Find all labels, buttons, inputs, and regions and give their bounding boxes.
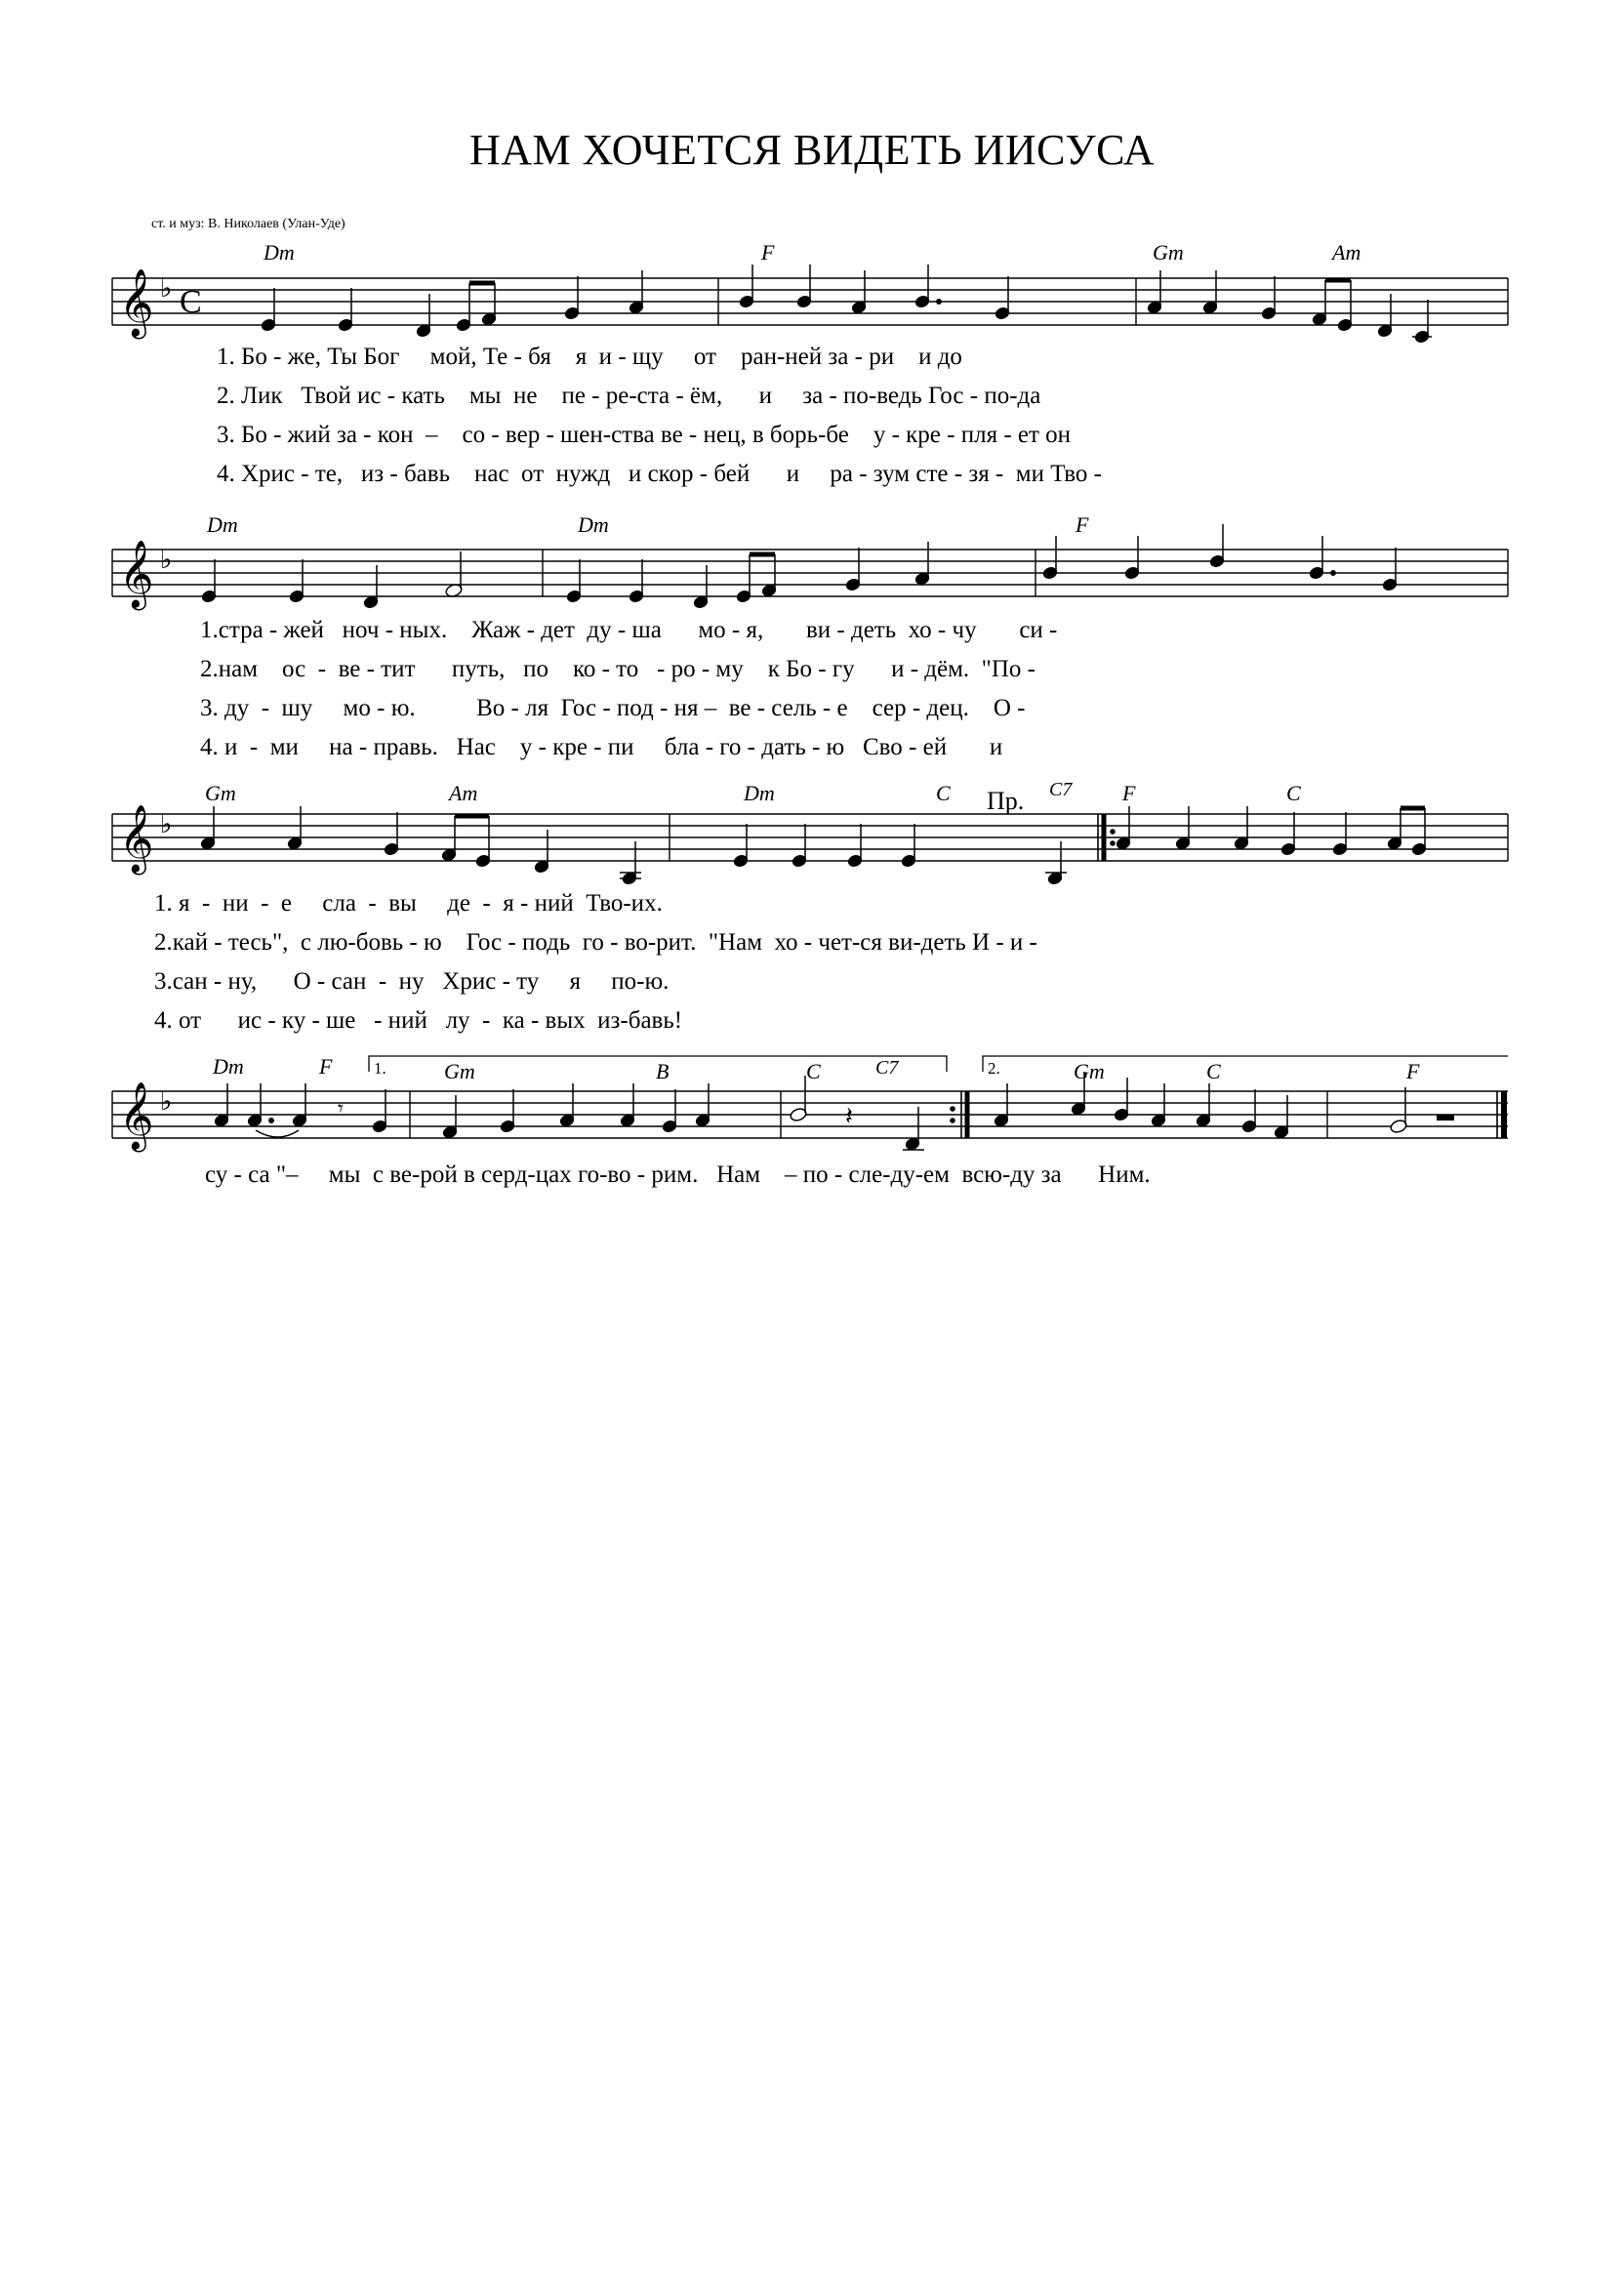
staff-lines [112, 814, 1508, 861]
flat-key-signature: ♭ [160, 274, 173, 303]
lyric-line: 4. от ис - ку - ше - ний лу - ка - вых из-бавь! [154, 1007, 683, 1034]
chord: Am [449, 781, 478, 805]
lyric-line: 4. и - ми на - правь. Нас у - кре - пи бла - го - дать - ю Сво - ей и [200, 734, 1003, 760]
chord: Gm [1153, 240, 1184, 265]
notes-staff-4 [214, 1072, 1454, 1151]
chord: Dm [744, 781, 775, 805]
lyric-line: 1.стра - жей ноч - ных. Жаж - дет ду - ша мо - я, ви - деть хо - чу си - [200, 617, 1058, 643]
lyric-line: су - са "– мы с ве-рой в серд-цах го-во - рим. Нам – по - сле-ду-ем всю-ду за Ним. [205, 1162, 1151, 1188]
svg-text:𝄾: 𝄾 [338, 1096, 344, 1121]
lyric-line: 4. Хрис - те, из - бавь нас от нужд и скор - бей и ра - зум сте - зя - ми Тво - [217, 461, 1102, 487]
treble-clef-icon: 𝄞 [119, 270, 154, 335]
chord: B [656, 1059, 670, 1083]
chord: Am [1332, 240, 1361, 265]
treble-clef-icon: 𝄞 [119, 806, 154, 871]
staff-lines [112, 278, 1508, 325]
notes-staff-3 [200, 806, 1427, 885]
chord: Gm [205, 781, 236, 805]
lyric-line: 1. я - ни - е сла - вы де - я - ний Тво-их. [154, 890, 663, 917]
chord: C7 [1049, 779, 1073, 800]
author-credit: ст. и муз: В. Николаев (Улан-Уде) [151, 217, 345, 231]
chord: Dm [264, 240, 295, 265]
repeat-end-dots [950, 1106, 955, 1123]
chord: F [1122, 781, 1136, 805]
lyric-line: 2.нам ос - ве - тит путь, по ко - то - ро - му к Бо - гу и - дём. "По - [200, 656, 1036, 682]
repeat-start-dots [1110, 829, 1116, 846]
common-time-signature: C [180, 284, 202, 320]
chord: F [1076, 512, 1089, 537]
chord: F [1406, 1059, 1420, 1083]
rehearsal-mark: Пр. [987, 787, 1025, 815]
lyric-line: 1. Бо - же, Ты Бог мой, Те - бя я и - щу от ран-ней за - ри и до [217, 344, 962, 370]
svg-text:𝄽: 𝄽 [845, 1102, 853, 1130]
chord: C [936, 781, 951, 805]
flat-key-signature: ♭ [160, 810, 173, 838]
lyric-line: 3. ду - шу мо - ю. Во - ля Гос - под - ня – ве - сель - е сер - дец. О - [200, 695, 1026, 721]
chord: C7 [875, 1057, 899, 1079]
chord: Gm [1074, 1059, 1105, 1083]
treble-clef-icon: 𝄞 [119, 542, 154, 606]
lyric-line: 2.кай - тесь", с лю-бовь - ю Гос - подь го - во-рит. "Нам хо - чет-ся ви-деть И - и - [154, 929, 1037, 956]
lyric-line: 3. Бо - жий за - кон – со - вер - шен-ства ве - нец, в борь-бе у - кре - пля - ет он [217, 422, 1072, 448]
volta-2-label: 2. [988, 1059, 1000, 1078]
chord: Dm [578, 512, 609, 537]
chord: F [761, 240, 775, 265]
lyric-line: 3.сан - ну, О - сан - ну Хрис - ту я по-ю. [154, 968, 670, 995]
chord: C [1206, 1059, 1221, 1083]
song-title: НАМ ХОЧЕТСЯ ВИДЕТЬ ИИСУСА [469, 126, 1155, 174]
chord: C [806, 1059, 821, 1083]
flat-key-signature: ♭ [160, 1087, 173, 1116]
chord: Dm [207, 512, 238, 537]
lyric-line: 2. Лик Твой ис - кать мы не пе - ре-ста - ём, и за - по-ведь Гос - по-да [217, 383, 1041, 409]
staff-lines [112, 550, 1508, 596]
treble-clef-icon: 𝄞 [119, 1083, 154, 1148]
notes-staff-1 [261, 265, 1432, 344]
notes-staff-2 [201, 524, 1398, 609]
flat-key-signature: ♭ [160, 546, 173, 574]
chord: C [1286, 781, 1301, 805]
chord: Dm [213, 1054, 244, 1079]
volta-brackets [369, 1056, 1508, 1072]
chord: F [319, 1054, 333, 1079]
chord: Gm [444, 1059, 475, 1083]
staff-lines [112, 1091, 1508, 1138]
volta-1-label: 1. [374, 1059, 386, 1078]
